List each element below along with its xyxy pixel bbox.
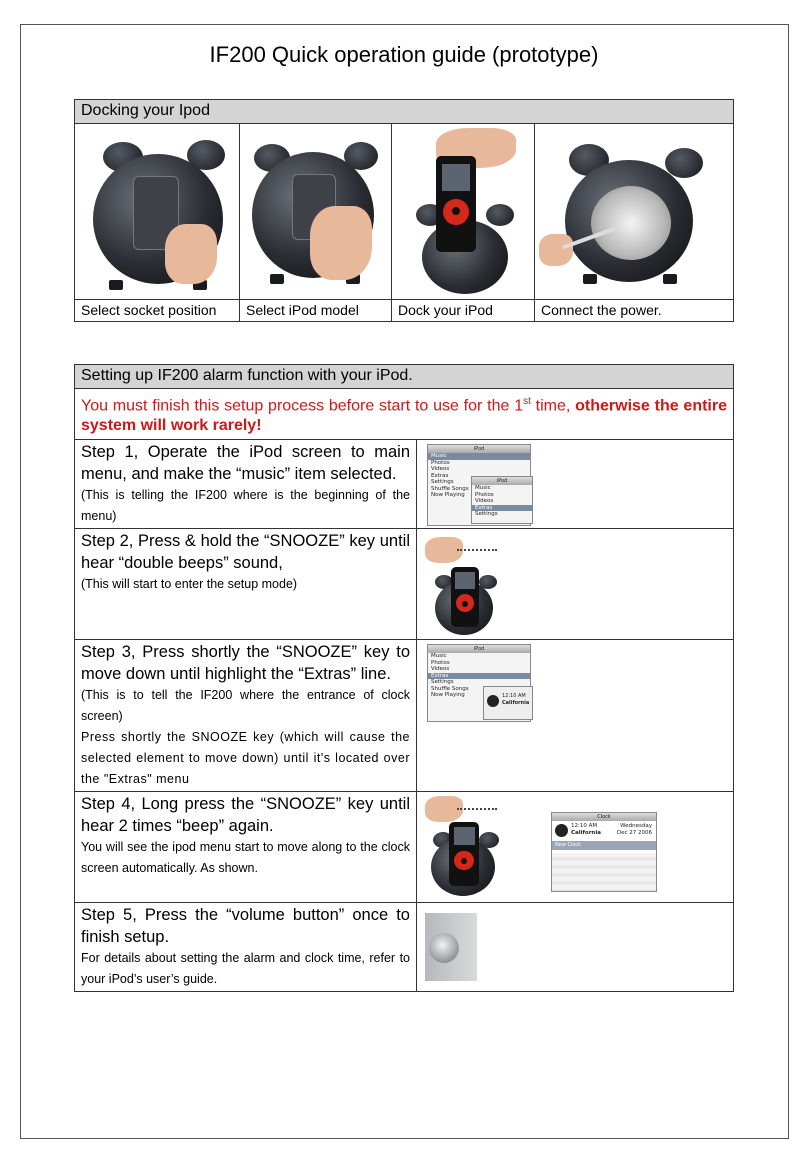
step-5 bbox=[75, 903, 417, 992]
step-4-note: You will see the ipod menu start to move along to the clock screen automatically. As shown. bbox=[81, 840, 410, 876]
setup-table bbox=[74, 364, 734, 992]
step-3-note-2: Press shortly the SNOOZE key (which will cause the selected element to move down) until it's located over the "Extras" menu bbox=[81, 730, 410, 787]
step-3-image: iPod Music Photos Videos Extras Settings Shuffle Songs Now Playing 12:10 AM California bbox=[417, 640, 734, 792]
photo-connect-power bbox=[535, 124, 734, 300]
caption-ipod-model: Select iPod model bbox=[240, 300, 392, 322]
step-5-image bbox=[417, 903, 734, 992]
docking-header: Docking your Ipod bbox=[75, 100, 734, 124]
step-4-image: Clock 12:10 AM California Wednesday Dec 27 2006 New Clock bbox=[417, 792, 734, 903]
step-4 bbox=[75, 792, 417, 903]
step-2-text: Step 2, Press & hold the “SNOOZE” key until hear “double beeps” sound, bbox=[81, 532, 410, 573]
photo-socket-position bbox=[75, 124, 240, 300]
step-3-text: Step 3, Press shortly the “SNOOZE” key to move down until highlight the “Extras” line. bbox=[81, 643, 410, 684]
setup-header: Setting up IF200 alarm function with your iPod. bbox=[75, 365, 734, 389]
step-1 bbox=[75, 440, 417, 529]
step-2-image bbox=[417, 529, 734, 640]
caption-dock-ipod: Dock your iPod bbox=[392, 300, 535, 322]
setup-warning: You must finish this setup process before start to use for the 1st time, otherwise the entire system will work rarely! bbox=[75, 389, 734, 440]
step-4-text: Step 4, Long press the “SNOOZE” key until hear 2 times “beep” again. bbox=[81, 795, 410, 836]
step-2 bbox=[75, 529, 417, 640]
step-1-note: (This is telling the IF200 where is the beginning of the menu) bbox=[81, 488, 410, 524]
page-title: IF200 Quick operation guide (prototype) bbox=[209, 42, 599, 67]
step-1-text: Step 1, Operate the iPod screen to main menu, and make the “music” item selected. bbox=[81, 443, 410, 484]
photo-ipod-model bbox=[240, 124, 392, 300]
step-5-note: For details about setting the alarm and clock time, refer to your iPod’s user’s guide. bbox=[81, 951, 410, 987]
step-2-note: (This will start to enter the setup mode) bbox=[81, 577, 298, 592]
step-5-text: Step 5, Press the “volume button” once to finish setup. bbox=[81, 906, 410, 947]
photo-dock-ipod bbox=[392, 124, 535, 300]
step-1-image: iPod Music Photos Videos Extras Settings Shuffle Songs Now Playing iPod Music Photos Videos Extras Settings bbox=[417, 440, 734, 529]
caption-socket-position: Select socket position bbox=[75, 300, 240, 322]
docking-table bbox=[74, 99, 734, 322]
step-3 bbox=[75, 640, 417, 792]
step-3-note: (This is to tell the IF200 where the entrance of clock screen) bbox=[81, 688, 410, 724]
caption-connect-power: Connect the power. bbox=[535, 300, 734, 322]
